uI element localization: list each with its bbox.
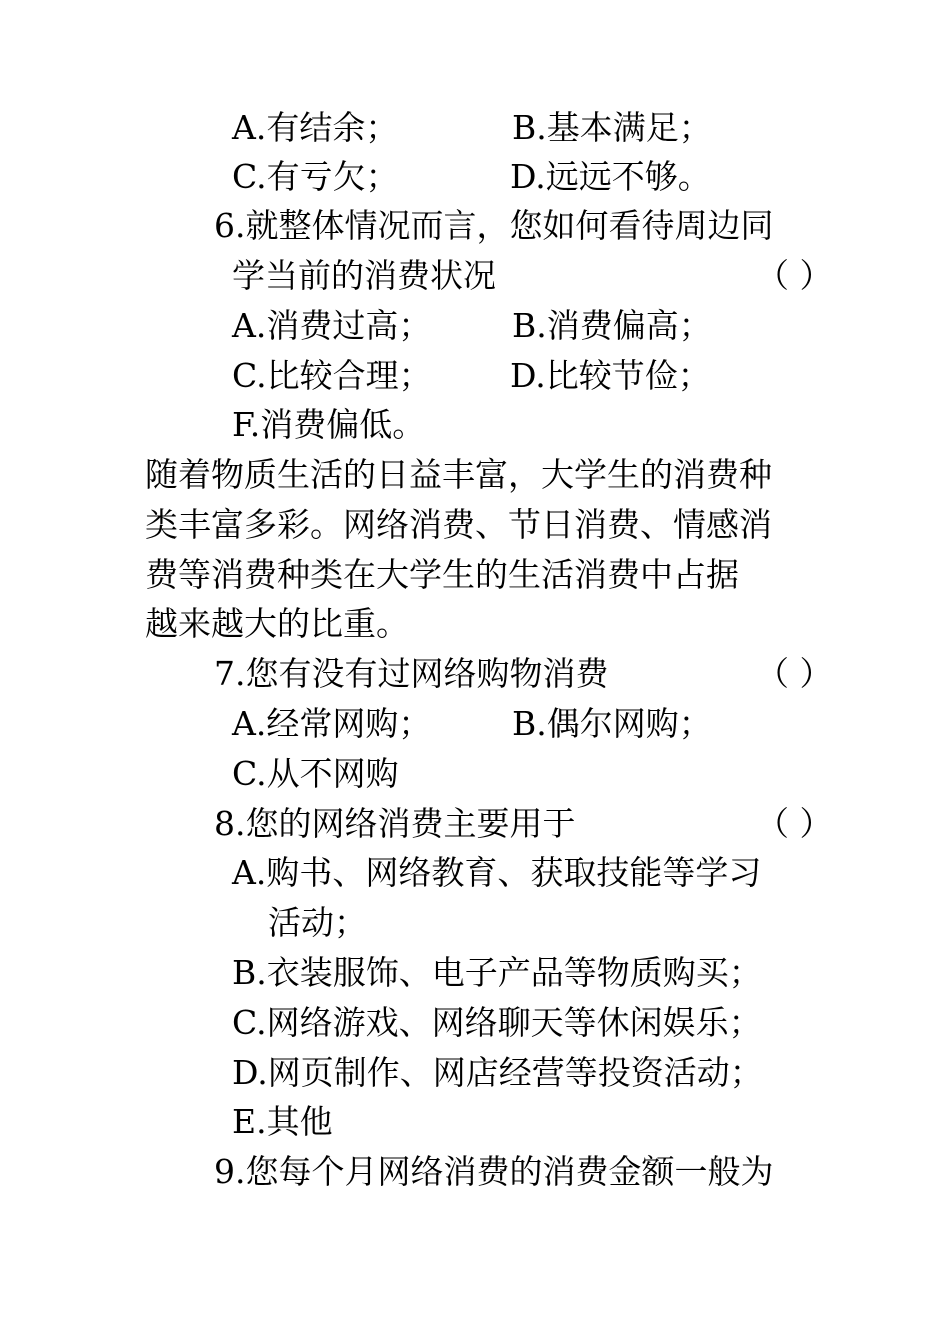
- q9-stem: 9.您每个月网络消费的消费金额一般为: [214, 1152, 774, 1191]
- paragraph-line4: 越来越大的比重。: [145, 604, 409, 643]
- q7-stem: 7.您有没有过网络购物消费: [214, 654, 609, 693]
- q7-option-c: C.从不网购: [232, 754, 399, 793]
- q8-answer-bracket: （ ）: [756, 804, 833, 843]
- q8-option-a-line1: A.购书、网络教育、获取技能等学习: [232, 853, 762, 892]
- q5-option-b: B.基本满足；: [512, 108, 712, 147]
- q6-answer-bracket: （ ）: [756, 256, 833, 295]
- q8-option-c: C.网络游戏、网络聊天等休闲娱乐；: [232, 1003, 762, 1042]
- q8-stem: 8.您的网络消费主要用于: [214, 804, 576, 843]
- q8-option-e: E.其他: [232, 1102, 333, 1141]
- q6-option-f: F.消费偏低。: [232, 405, 426, 444]
- q7-option-b: B.偶尔网购；: [512, 704, 712, 743]
- paragraph-line1: 随着物质生活的日益丰富，大学生的消费种: [145, 455, 772, 494]
- q6-option-b: B.消费偏高；: [512, 306, 712, 345]
- q8-option-b: B.衣装服饰、电子产品等物质购买；: [232, 953, 762, 992]
- q6-option-d: D.比较节俭；: [510, 356, 711, 395]
- q7-option-a: A.经常网购；: [232, 704, 432, 743]
- q8-option-a-line2: 活动；: [268, 903, 367, 942]
- q5-option-a: A.有结余；: [232, 108, 399, 147]
- paragraph-line3: 费等消费种类在大学生的生活消费中占据: [145, 555, 739, 594]
- q5-option-d: D.远远不够。: [510, 157, 711, 196]
- q8-option-d: D.网页制作、网店经营等投资活动；: [232, 1053, 763, 1092]
- q6-option-c: C.比较合理；: [232, 356, 432, 395]
- q7-answer-bracket: （ ）: [756, 654, 833, 693]
- q6-stem-line2: 学当前的消费状况: [232, 256, 496, 295]
- q6-stem-line1: 6.就整体情况而言，您如何看待周边同: [214, 206, 774, 245]
- q6-option-a: A.消费过高；: [232, 306, 432, 345]
- q5-option-c: C.有亏欠；: [232, 157, 399, 196]
- paragraph-line2: 类丰富多彩。网络消费、节日消费、情感消: [145, 505, 772, 544]
